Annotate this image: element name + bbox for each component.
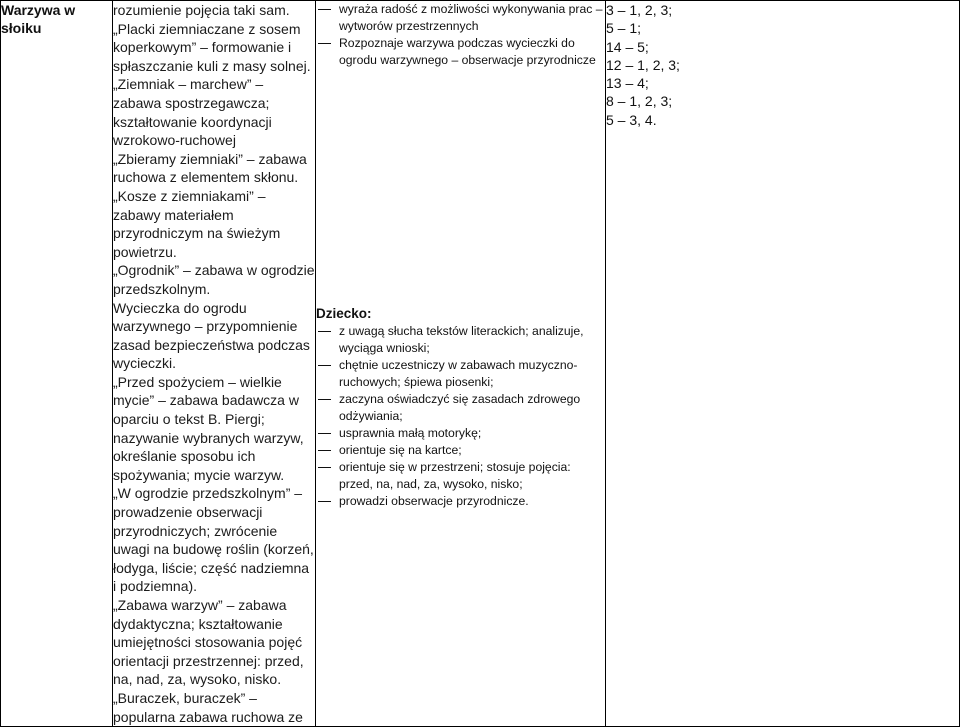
activity-item: rozumienie pojęcia taki sam. bbox=[113, 2, 290, 18]
goal-item: z uwagą słucha tekstów literackich; analizuje, wyciąga wnioski; bbox=[316, 323, 605, 357]
curriculum-ref: 5 – 3, 4. bbox=[606, 111, 657, 128]
activity-item: „Ziemniak – marchew” – zabawa spostrzegawcza; kształtowanie koordynacji wzrokowo-ruchowej bbox=[113, 76, 272, 149]
activity-item: „Kosze z ziemniakami” – zabawy materiałem przyrodniczym na świeżym powietrzu. bbox=[113, 187, 281, 260]
curriculum-ref: 8 – 1, 2, 3; bbox=[606, 93, 673, 110]
activity-item: „Placki ziemniaczane z sosem koperkowym” – formowanie i spłaszczanie kuli z masy solnej. bbox=[113, 20, 311, 74]
goals-cell bbox=[316, 1, 606, 727]
goal-item-top: wyraża radość z możliwości wykonywania prac – wytworów przestrzennych bbox=[316, 1, 605, 35]
goal-item: orientuje się w przestrzeni; stosuje pojęcia: przed, na, nad, za, wysoko, nisko; bbox=[316, 459, 605, 493]
activities-cell bbox=[113, 1, 316, 727]
goals-heading: Dziecko: bbox=[316, 306, 372, 321]
goal-item: chętnie uczestniczy w zabawach muzyczno-ruchowych; śpiewa piosenki; bbox=[316, 357, 605, 391]
goal-item: prowadzi obserwacje przyrodnicze. bbox=[316, 493, 605, 510]
lesson-title: Warzywa w słoiku bbox=[1, 2, 76, 36]
activity-item: „Buraczek, buraczek” – popularna zabawa ruchowa ze bbox=[113, 689, 303, 725]
activity-item: „W ogrodzie przedszkolnym” – prowadzenie obserwacji przyrodniczych; zwrócenie uwagi na budowę roślin (korzeń, łodyga, liście; część nadziemna i podziemna). bbox=[113, 485, 314, 595]
curriculum-ref: 5 – 1; bbox=[606, 20, 642, 37]
goal-item: zaczyna oświadczyć się zasadach zdrowego odżywiania; bbox=[316, 391, 605, 425]
goals-section bbox=[316, 305, 605, 510]
activity-item: „Zbieramy ziemniaki” – zabawa ruchowa z elementem skłonu. bbox=[113, 150, 307, 186]
topic-cell bbox=[1, 1, 113, 727]
goal-item: usprawnia małą motorykę; bbox=[316, 425, 605, 442]
goal-item: orientuje się na kartce; bbox=[316, 442, 605, 459]
activity-item: Wycieczka do ogrodu warzywnego – przypomnienie zasad bezpieczeństwa podczas wycieczki. bbox=[113, 299, 310, 372]
curriculum-cell bbox=[606, 1, 960, 727]
activity-item: „Zabawa warzyw” – zabawa dydaktyczna; kształtowanie umiejętności stosowania pojęć orientacji przestrzennej: przed, na, nad, za, wysoko, nisko. bbox=[113, 597, 304, 688]
curriculum-ref: 14 – 5; bbox=[606, 38, 649, 55]
curriculum-ref: 12 – 1, 2, 3; bbox=[606, 56, 680, 73]
curriculum-ref: 13 – 4; bbox=[606, 75, 649, 92]
activity-item: „Przed spożyciem – wielkie mycie” – zabawa badawcza w oparciu o tekst B. Piergi; nazywanie wybranych warzyw, określanie sposobu ich spożywania; mycie warzyw. bbox=[113, 373, 304, 483]
goal-item-top: Rozpoznaje warzywa podczas wycieczki do ogrodu warzywnego – obserwacje przyrodnicze bbox=[316, 35, 605, 69]
activity-item: „Ogrodnik” – zabawa w ogrodzie przedszkolnym. bbox=[113, 262, 315, 297]
curriculum-ref: 3 – 1, 2, 3; bbox=[606, 2, 673, 18]
